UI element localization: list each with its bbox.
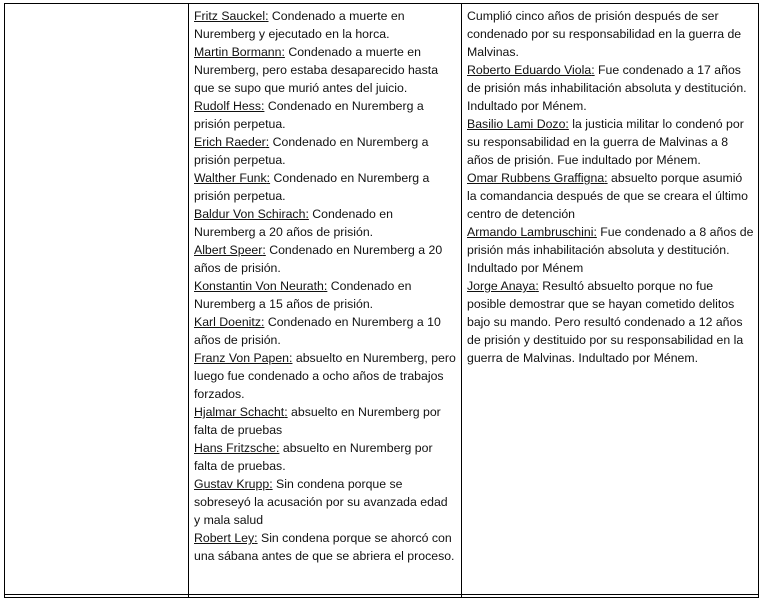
name-separator: : xyxy=(284,405,288,419)
person-name: Gustav Krupp xyxy=(194,477,270,491)
verdict-text: absuelto en Nuremberg por falta de pruebas xyxy=(194,405,441,437)
list-item xyxy=(467,169,754,223)
list-item xyxy=(194,277,457,313)
verdict-text: Sin condena porque se sobreseyó la acusación por su avanzada edad y mala salud xyxy=(194,477,448,527)
verdict-text: Condenado en Nuremberg a prisión perpetua. xyxy=(194,99,424,131)
list-item xyxy=(194,313,457,349)
list-item xyxy=(467,223,754,277)
verdict-text: Condenado en Nuremberg a prisión perpetua. xyxy=(194,171,430,203)
verdict-text: Condenado en Nuremberg a prisión perpetua. xyxy=(194,135,429,167)
empty-cell xyxy=(5,4,189,595)
person-name: Fritz Sauckel xyxy=(194,9,266,23)
person-name: Baldur Von Schirach xyxy=(194,207,306,221)
table-cell xyxy=(5,595,189,598)
list-item xyxy=(194,7,457,43)
verdict-text: absuelto en Nuremberg, pero luego fue condenado a ocho años de trabajos forzados. xyxy=(194,351,456,401)
person-name: Omar Rubbens Graffigna xyxy=(467,171,605,185)
table-row xyxy=(5,4,759,595)
person-name: Rudolf Hess xyxy=(194,99,261,113)
list-item xyxy=(467,277,754,367)
verdict-text: Condenado a muerte en Nuremberg, pero estaba desaparecido hasta que se supo que murió antes del juicio. xyxy=(194,45,439,95)
list-item xyxy=(194,205,457,241)
list-item xyxy=(194,439,457,475)
verdict-text: Condenado en Nuremberg a 10 años de prisión. xyxy=(194,315,441,347)
name-separator: : xyxy=(305,207,309,221)
person-name: Jorge Anaya xyxy=(467,279,536,293)
verdict-text: Fue condenado a 17 años de prisión más inhabilitación absoluta y destitución. Indultado por Ménem. xyxy=(467,63,747,113)
verdict-text: Condenado en Nuremberg a 20 años de prisión. xyxy=(194,243,443,275)
list-item xyxy=(467,61,754,115)
person-name: Hjalmar Schacht xyxy=(194,405,285,419)
name-separator: : xyxy=(323,279,328,293)
name-separator: : xyxy=(593,225,597,239)
name-separator: : xyxy=(604,171,608,185)
person-name: Roberto Eduardo Viola xyxy=(467,63,592,77)
name-separator: : xyxy=(265,135,270,149)
name-separator: : xyxy=(276,441,280,455)
person-name: Karl Doenitz xyxy=(194,315,261,329)
person-name: Albert Speer xyxy=(194,243,263,257)
person-name: Robert Ley xyxy=(194,531,255,545)
name-separator: : xyxy=(260,99,265,113)
list-item xyxy=(194,349,457,403)
verdict-text: Sin condena porque se ahorcó con una sábana antes de que se abriera el proceso. xyxy=(194,531,455,563)
table-cell xyxy=(462,595,759,598)
person-name: Hans Fritzsche xyxy=(194,441,277,455)
name-separator: : xyxy=(289,351,293,365)
name-separator: : xyxy=(535,279,539,293)
verdict-text: Condenado en Nuremberg a 20 años de prisión. xyxy=(194,207,393,239)
list-item xyxy=(194,403,457,439)
verdict-text: Fue condenado a 8 años de prisión más inhabilitación absoluta y destitución. Indultado por Ménem xyxy=(467,225,754,275)
person-name: Martin Bormann xyxy=(194,45,282,59)
right-intro-text: Cumplió cinco años de prisión después de ser condenado por su responsabilidad en la guerra de Malvinas. xyxy=(467,9,742,59)
name-separator: : xyxy=(265,9,269,23)
person-name: Basilio Lami Dozo xyxy=(467,117,566,131)
verdict-text: absuelto porque asumió la comandancia después de que se creara el último centro de detención xyxy=(467,171,748,221)
verdict-text: absuelto en Nuremberg por falta de pruebas. xyxy=(194,441,433,473)
name-separator: : xyxy=(281,45,285,59)
person-name: Franz Von Papen xyxy=(194,351,290,365)
name-separator: : xyxy=(254,531,258,545)
list-item xyxy=(194,475,457,529)
name-separator: : xyxy=(591,63,595,77)
verdict-text: Condenado en Nuremberg a 15 años de prisión. xyxy=(194,279,412,311)
list-item xyxy=(467,115,754,169)
person-name: Erich Raeder xyxy=(194,135,266,149)
list-item xyxy=(194,241,457,277)
list-item xyxy=(194,43,457,97)
person-name: Walther Funk xyxy=(194,171,267,185)
verdict-text: la justicia militar lo condenó por su responsabilidad en la guerra de Malvinas a 8 años de prisión. Fue indultado por Ménem. xyxy=(467,117,744,167)
verdict-text: Resultó absuelto porque no fue posible demostrar que se hayan cometido delitos bajo su mando. Pero resultó condenado a 12 años de prisión y destituido por su responsabilidad en la guerra de Malvinas. Indultado por Ménem. xyxy=(467,279,744,365)
table-cell xyxy=(189,595,462,598)
document-table xyxy=(4,3,759,598)
name-separator: : xyxy=(269,477,273,491)
verdict-text: Condenado a muerte en Nuremberg y ejecutado en la horca. xyxy=(194,9,405,41)
person-name: Armando Lambruschini xyxy=(467,225,594,239)
name-separator: : xyxy=(565,117,569,131)
list-item xyxy=(194,529,457,565)
name-separator: : xyxy=(266,171,271,185)
junta-verdicts-cell xyxy=(462,4,759,595)
list-item xyxy=(194,133,457,169)
list-item xyxy=(194,97,457,133)
person-name: Konstantin Von Neurath xyxy=(194,279,324,293)
table-row xyxy=(5,595,759,598)
nazi-verdicts-cell xyxy=(189,4,462,595)
name-separator: : xyxy=(262,243,266,257)
name-separator: : xyxy=(260,315,265,329)
list-item xyxy=(194,169,457,205)
